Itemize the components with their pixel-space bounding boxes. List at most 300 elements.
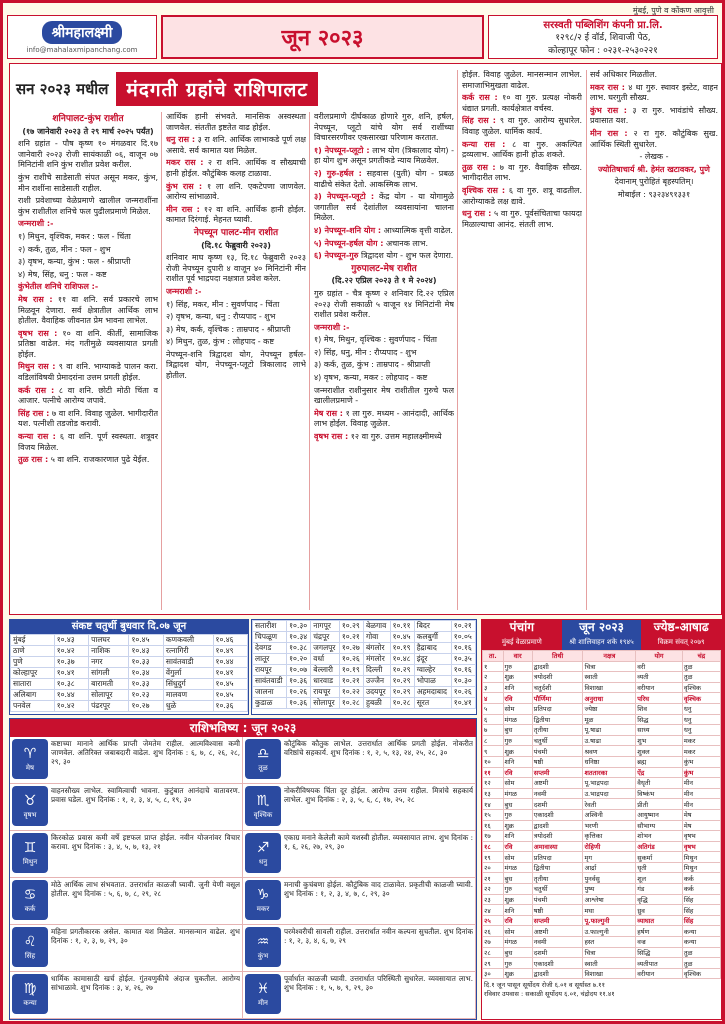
time-cell: बिदर [414, 621, 451, 632]
time-cell: अहमदाबाद [414, 687, 451, 698]
table-row [483, 703, 721, 714]
panchang-cell: दशमी [532, 947, 583, 958]
panchang-cell: अश्विनी [583, 809, 636, 820]
panchang-cell: साध्य [636, 725, 683, 736]
panchang-month-text: जून २०२३ [579, 620, 624, 634]
publisher-name: सरस्वती पब्लिशिंग कंपनी प्रा.लि. [543, 20, 663, 31]
time-cell: पनवेल [11, 701, 55, 712]
panchang-cell: शुभ [636, 735, 683, 746]
panchang-cell: सौभाग्य [636, 820, 683, 831]
time-cell: धारवाड [311, 676, 340, 687]
time-cell: अलिबाग [11, 690, 55, 701]
table-row [483, 778, 721, 789]
time-cell: १०.४४ [213, 657, 247, 668]
panchang-cell: एकादशी [532, 958, 583, 969]
brand-site: info@mahalaxmipanchang.com [26, 45, 138, 54]
table-row [483, 841, 721, 852]
time-cell: वर्धा [311, 654, 340, 665]
panchang-cell: १६ [483, 820, 504, 831]
rashi-label: मेष रास : [314, 408, 344, 418]
time-cell: १०.३५ [451, 654, 475, 665]
panchang-cell: बुध [503, 873, 532, 884]
rashi-item [10, 784, 243, 831]
rashi-label: धनु रास : [166, 135, 196, 145]
panchang-cell: वृद्धि [636, 894, 683, 905]
table-row [483, 693, 721, 704]
panchang-cell: पौर्णिमा [532, 693, 583, 704]
table-row [483, 661, 721, 672]
panchang-cell: चित्रा [583, 947, 636, 958]
time-cell: १०.२७ [339, 643, 363, 654]
table-header-row [483, 651, 721, 662]
list-item: ३) मेष, कर्क, वृश्चिक : ताम्रपाद - श्रीप्राप्ती [166, 324, 291, 334]
sub-heading: कुंभेतील शनिचे राशिफल :- [18, 282, 99, 292]
rashi-label: कर्क रास : [462, 93, 498, 103]
panchang-cell: सोम [503, 852, 532, 863]
panchang-cell: प्रीती [636, 799, 683, 810]
panchang-cell: श्रवण [583, 746, 636, 757]
time-cell: १०.४१ [54, 668, 88, 679]
time-cell: १०.२९ [390, 687, 414, 698]
panchang-cell: मकर [682, 735, 720, 746]
rashi-forecast: धार्मिक कामासाठी खर्च होईल. गुंतवणुकीचे अंदाज चुकतील. आरोग्य सांभाळावे. शुभ दिनांक : ३, ४, २६, २७ [51, 974, 240, 992]
paragraph: आर्थिक हानी संभवते. मानसिक अस्वस्थता जाणवेल. संततीत इष्टतेत वाढ होईल. [166, 112, 306, 132]
time-cell: १०.४१ [451, 698, 475, 709]
edition-note: मुंबई, पुणे व कोंकण आवृत्ती [632, 6, 714, 15]
section-heading: नेपच्यून पालट-मीन राशीत [193, 227, 279, 238]
yog-text: लाभ योग (त्रिकालाद योग) - हा योग शुभ असून प्रगतीकडे न्याय मिळवेल. [314, 145, 454, 166]
panchang-cell: तुळ [682, 661, 720, 672]
table-row [253, 643, 476, 654]
table-row [483, 725, 721, 736]
panchang-cell: ३ [483, 682, 504, 693]
paragraph: होईल. विवाह जुळेल. मानसन्मान लाभेल. समाजाभिमुखता वाढेल. [462, 70, 582, 90]
panchang-cell: बुध [503, 725, 532, 736]
time-cell: इंदूर [414, 654, 451, 665]
panchang-cell: प्रतिपदा [532, 703, 583, 714]
panchang-cell: १४ [483, 799, 504, 810]
rashi-label: मिथुन रास : [18, 362, 56, 372]
rashi-item [10, 831, 243, 878]
rashi-name: सिंह [24, 951, 36, 960]
panchang-cell: ९ [483, 746, 504, 757]
time-cell: १०.३० [287, 621, 311, 632]
table-row [483, 809, 721, 820]
rashi-name: मिथुन [22, 857, 38, 866]
panchang-cell: तृतीया [532, 725, 583, 736]
panchang-cell: अमावास्या [532, 841, 583, 852]
zodiac-icon: ♓ मीन [245, 974, 281, 1014]
panchang-cell: २ [483, 672, 504, 683]
panchang-cell: शिव [636, 703, 683, 714]
panchang-cell: व्याघात [636, 915, 683, 926]
time-cell: १०.२९ [390, 665, 414, 676]
panchang-cell: २६ [483, 926, 504, 937]
list-item: ४) मिथुन, तुळ, कुंभ : लोहपाद - कष्ट [166, 337, 274, 347]
rashi-grid [10, 737, 476, 1019]
rashi-text: ९ वा शनि. भाग्याकडे पालन करा. वडिलांविषयी प्रेमादरांना उत्तम प्रगती होईल. [18, 362, 158, 383]
janmarashi-label: जन्मराशी :- [314, 322, 350, 332]
rashi-name: वृषभ [23, 810, 37, 819]
time-cell: भोपाळ [414, 676, 451, 687]
time-cell: पंढरपूर [89, 701, 129, 712]
panchang-cell: मंगळ [503, 714, 532, 725]
panchang-cell: द्वादशी [532, 968, 583, 979]
table-row [483, 788, 721, 799]
paragraph: जन्मराशीत राशीनुसार मेष राशीतील गुरुचे फल खालीलप्रमाणे - [314, 385, 454, 406]
rashi-name: तूळ [258, 763, 268, 772]
rashi-item [243, 831, 476, 878]
rashi-item [243, 972, 476, 1019]
yog-label: २) गुरु-हर्षल : [314, 168, 362, 178]
time-cell: पुणे [11, 657, 55, 668]
yog-label: ३) नेपच्यून-प्लूटो : [314, 192, 375, 202]
time-cell: १०.०५ [451, 632, 475, 643]
article-column-3 [314, 112, 454, 612]
time-cell: १०.३६ [213, 701, 247, 712]
rashi-item [243, 925, 476, 972]
panchang-cell: वज्र [636, 937, 683, 948]
panchang-cell: धृती [636, 862, 683, 873]
time-cell: मंगलोर [363, 654, 390, 665]
column-header: वार [503, 651, 532, 662]
brand-logo [7, 15, 157, 59]
yog-label: १) नेपच्यून-प्लूटो : [314, 145, 370, 155]
article-column-4 [462, 70, 582, 612]
table-row [483, 714, 721, 725]
rashi-label: कर्क रास : [18, 385, 55, 395]
panchang-cell: मकर [682, 746, 720, 757]
panchang-cell: कन्या [682, 937, 720, 948]
table-row [253, 621, 476, 632]
panchang-cell: २० [483, 862, 504, 873]
time-cell: रायपूर [253, 665, 287, 676]
panchang-cell: २९ [483, 958, 504, 969]
time-cell: लातूर [253, 654, 287, 665]
panchang-cell: मीन [682, 788, 720, 799]
panchang-cell: धनु [682, 725, 720, 736]
rashi-text: ३ रा शनि. आर्थिक लाभाकडे पूर्ण लक्ष असावे. सर्व कामात यश मिळेल. [166, 135, 306, 155]
time-cell: नाशिक [89, 646, 129, 657]
rashi-name: कन्या [23, 998, 37, 1007]
rashi-label: सिंह रास : [462, 116, 496, 126]
panchang-cell: अतिगंड [636, 841, 683, 852]
panchang-cell: तुळ [682, 672, 720, 683]
time-cell: १०.४५ [213, 690, 247, 701]
sankashti-times [10, 634, 248, 712]
month-title: जून २०२३ [161, 15, 484, 59]
rashi-text: १ ला शनि. एकटेपणा जाणवेल. आरोग्य सांभाळावे. [166, 181, 306, 202]
panchang-cell: मृग [583, 852, 636, 863]
panchang-cell: सिंह [682, 905, 720, 916]
panchang-cell: त्रयोदशी [532, 672, 583, 683]
table-row [11, 690, 248, 701]
paragraph: नेपच्यून-शनि त्रिद्वादश योग, नेपच्यून हर्षल-त्रिद्वादश योग, नेपच्यून-प्लूटो त्रिकालाद लाभे होतील. [166, 349, 306, 381]
time-cell: १०.२८ [390, 698, 414, 709]
zodiac-icon: ♏ वृश्चिक [245, 786, 281, 826]
yog-text: त्रिद्वादश योग - शुभ फल देणारा. [361, 251, 454, 261]
table-row [483, 873, 721, 884]
panchang-cell: शनि [503, 905, 532, 916]
table-row [483, 884, 721, 895]
panchang-cell: भरणी [583, 820, 636, 831]
time-cell: चंद्रपूर [311, 632, 340, 643]
time-cell: १०.२८ [339, 698, 363, 709]
rashi-label: तुळ रास : [462, 162, 496, 172]
panchang-cell: चतुर्थी [532, 884, 583, 895]
panchang-cell: वैधृती [636, 778, 683, 789]
table-row [11, 668, 248, 679]
table-row [253, 687, 476, 698]
time-cell: मालवण [163, 690, 213, 701]
rashi-name: कुंभ [257, 951, 269, 960]
zodiac-icon: ♉ वृषभ [12, 786, 48, 826]
panchang-cell: रवि [503, 693, 532, 704]
table-row [253, 665, 476, 676]
header [7, 15, 718, 59]
panchang-cell: शूल [636, 873, 683, 884]
rashi-label: वृषभ रास : [314, 432, 349, 442]
paragraph: राशी प्रवेशाच्या वेळेप्रमाणे खालील जन्मराशींना कुंभ राशीतील शनिचे फल पुढीलप्रमाणे मिळेल. [18, 196, 158, 216]
panchang-cell: व्यती [636, 672, 683, 683]
zodiac-icon: ♍ कन्या [12, 974, 48, 1014]
panchang-cell: रोहिणी [583, 841, 636, 852]
panchang-cell: पंचमी [532, 746, 583, 757]
panchang [481, 619, 722, 1020]
list-item: ३) वृषभ, कन्या, कुंभ : फल - श्रीप्राप्ती [18, 257, 131, 267]
yog-label: ६) नेपच्यून-गुरु [314, 251, 359, 261]
panchang-cell: ४ [483, 693, 504, 704]
rashi-item [10, 925, 243, 972]
panchang-cell: सिद्धि [636, 947, 683, 958]
rashi-item [243, 878, 476, 925]
panchang-cell: शोभन [636, 831, 683, 842]
rashi-text: २ रा शनि. आर्थिक व सौख्याची हानी होईल. कौटुंबिक कलह टाळावा. [166, 158, 306, 178]
panchang-cell: उ.षाढा [583, 735, 636, 746]
table-row [483, 831, 721, 842]
panchang-cell: शुक्र [503, 672, 532, 683]
rashi-item [243, 784, 476, 831]
table-row [483, 852, 721, 863]
panchang-title-text: पंचांग [509, 620, 534, 634]
rashi-title: राशिभविष्य : जून २०२३ [10, 719, 476, 737]
rashi-text: ७ वा शनि. विवाह जुळेल. भागीदारीत यश. पत्नीशी तडजोड करावी. [18, 408, 158, 429]
panchang-cell: परिघ [636, 693, 683, 704]
rashi-text: १२ वा शनि. आर्थिक हानी होईल. कामात दिरंगाई. मेहनत घ्यावी. [166, 204, 306, 225]
rashi-text: ५ वा शनि. राजकारणात पुढे येईल. [50, 455, 150, 465]
table-row [483, 799, 721, 810]
rashi-forecast: पूर्वार्धात काळजी घ्यावी. उत्तरार्धात परिस्थिती सुधारेल. व्यवसायात लाभ. शुभ दिनांक : १, ५, ७, ९, २९, ३० [284, 974, 473, 992]
zodiac-icon: ♌ सिंह [12, 927, 48, 967]
time-cell: १०.१९ [390, 643, 414, 654]
panchang-cell: षष्ठी [532, 905, 583, 916]
table-row [11, 657, 248, 668]
time-cell: नागपूर [311, 621, 340, 632]
rashi-forecast: नोकरीविषयक चिंता दूर होईल. आरोग्य उत्तम राहील. मित्रांचे सहकार्य लाभेल. शुभ दिनांक : २, ३, ५, ६, ८, १७, २५, २८ [284, 786, 473, 804]
divider [309, 112, 310, 610]
paragraph: शनि ग्रहांत - पौष कृष्ण १० मंगळवार दि.१७ जानेवारी २०२३ रोजी सायंकाळी ०६, वाजून ०७ मिनिटांनी शनि कुंभ राशीत प्रवेश करील. [18, 139, 158, 170]
time-cell: ग्वाल्हेर [414, 665, 451, 676]
panchang-cell: उ.भाद्रपदा [583, 788, 636, 799]
panchang-cell: रवि [503, 841, 532, 852]
panchang-cell: पंचमी [532, 894, 583, 905]
rashi-label: कुंभ रास : [590, 105, 627, 115]
rashi-name: कर्क [24, 904, 36, 913]
time-cell: १०.४१ [213, 668, 247, 679]
time-cell: १०.२३ [129, 690, 163, 701]
panchang-cell: २२ [483, 884, 504, 895]
time-cell: रत्नागिरी [163, 646, 213, 657]
panchang-cell: शुक्र [503, 968, 532, 979]
list-item: ३) कर्क, तुळ, कुंभ : ताम्रपाद - श्रीप्राप्ती [314, 360, 431, 370]
time-cell: मुंबई [11, 635, 55, 646]
panchang-cell: २१ [483, 873, 504, 884]
janmarashi-label: जन्मराशी :- [18, 219, 54, 229]
panchang-cell: शुक्ल [636, 746, 683, 757]
time-cell: हैद्राबाद [414, 643, 451, 654]
panchang-cell: शुक्र [503, 820, 532, 831]
yog-text: सहवास (युती) योग - प्रबळ वाढीचे संकेत देतो. आकस्मिक लाभ. [314, 168, 454, 189]
panchang-cell: पुष्य [583, 884, 636, 895]
time-cell: सावंतवाडी [163, 657, 213, 668]
time-cell: बारामती [89, 679, 129, 690]
time-cell: जगलपूर [311, 643, 340, 654]
time-cell: १०.२२ [339, 687, 363, 698]
panchang-cell: आर्द्रा [583, 862, 636, 873]
panchang-cell: गंड [636, 884, 683, 895]
rashi-label: मकर रास : [166, 158, 204, 168]
time-cell: १०.२१ [339, 632, 363, 643]
panchang-cell: चतुर्दशी [532, 682, 583, 693]
section-subheading: (दि.१८ फेब्रुवारी २०२३) [201, 240, 271, 250]
panchang-cell: रवि [503, 767, 532, 778]
zodiac-icon: ♎ तूळ [245, 739, 281, 779]
time-cell: कुडाळ [253, 698, 287, 709]
divider [457, 70, 458, 610]
rashi-text: ३ रा गुरु. भावंडांचे सौख्य. प्रवासात यश. [590, 105, 718, 126]
table-row [483, 735, 721, 746]
time-cell: नगर [89, 657, 129, 668]
time-cell: पालघर [89, 635, 129, 646]
panchang-cell: मिथुन [682, 852, 720, 863]
panchang-cell: ३० [483, 968, 504, 979]
section-subheading: (दि.२२ एप्रिल २०२३ ते १ मे २०२४) [331, 276, 437, 286]
yog-text: अचानक लाभ. [385, 238, 429, 248]
list-item: ४) वृषभ, कन्या, मकर : लोहपाद - कष्ट [314, 373, 428, 383]
panchang-cell: कर्क [682, 873, 720, 884]
rashi-label: तुळ रास : [18, 455, 49, 465]
table-row [253, 676, 476, 687]
panchang-cell: २७ [483, 937, 504, 948]
panchang-cell: अनुराधा [583, 693, 636, 704]
panchang-cell: १३ [483, 788, 504, 799]
panchang-footer [482, 979, 721, 1000]
panchang-cell: कन्या [682, 926, 720, 937]
rashi-text: १० वा शनि. कीर्ती, सामाजिक प्रतिष्ठा वाढेल. मंद गतीमुळे व्यवसायात प्रगती होईल. [18, 328, 158, 359]
table-row [483, 905, 721, 916]
city-times [252, 620, 476, 709]
panchang-cell: वृश्चिक [682, 968, 720, 979]
panchang-cell: सोम [503, 778, 532, 789]
time-cell: सांगली [89, 668, 129, 679]
time-cell: १०.४८ [390, 654, 414, 665]
author-name: ज्योतिषाचार्य श्री. हेमंत खटावकर, पुणे [598, 164, 710, 174]
table-row [11, 635, 248, 646]
rashi-label: मीन रास : [166, 204, 200, 214]
rashi-forecast: परमेश्वरीची सावली राहील. उत्तरार्धात नवीन कल्पना सुचतील. शुभ दिनांक : १, २, ३, ४, ६, ७, २९ [284, 927, 473, 945]
table-row [483, 958, 721, 969]
time-cell: गोवा [363, 632, 390, 643]
time-cell: १०.४५ [129, 635, 163, 646]
time-cell: सातारा [11, 679, 55, 690]
time-cell: चिपळूण [253, 632, 287, 643]
section-subheading: (१७ जानेवारी २०२३ ते २९ मार्च २०२५ पर्यंत) [22, 126, 154, 136]
time-cell: १०.१६ [451, 665, 475, 676]
panchang-cell: १० [483, 756, 504, 767]
panchang-cell: ऐंद्र [636, 767, 683, 778]
paragraph: गुरु ग्रहांत - चैत्र कृष्ण २ शनिवार दि.२२ एप्रिल २०२३ रोजी सकाळी ५ वाजून १४ मिनिटांनी मेष राशीत प्रवेश करील. [314, 288, 454, 320]
panchang-cell: सोम [503, 926, 532, 937]
panchang-cell: मंगळ [503, 937, 532, 948]
zodiac-icon: ♈ मेष [12, 739, 48, 779]
article-column-1 [18, 112, 158, 612]
panchang-cell: १२ [483, 778, 504, 789]
panchang-shake: श्री शालिवाहन शके १९४५ [569, 638, 634, 646]
panchang-month [562, 620, 642, 650]
publisher-box [488, 15, 718, 59]
time-cell: १०.४२ [54, 646, 88, 657]
time-cell: बंगलोर [363, 643, 390, 654]
zodiac-icon: ♋ कर्क [12, 880, 48, 920]
table-row [11, 646, 248, 657]
panchang-cell: स्वाती [583, 958, 636, 969]
panchang-cell: आश्लेषा [583, 894, 636, 905]
panchang-cell: ७ [483, 725, 504, 736]
panchang-cell: पू.षाढा [583, 725, 636, 736]
table-row [253, 698, 476, 709]
panchang-cell: १५ [483, 809, 504, 820]
panchang-cell: पू.फाल्गुनी [583, 915, 636, 926]
table-row [483, 894, 721, 905]
panchang-cell: बुध [503, 947, 532, 958]
table-row [483, 767, 721, 778]
panchang-cell: नवमी [532, 788, 583, 799]
time-cell: १०.२१ [339, 676, 363, 687]
janmarashi-label: जन्मराशी :- [166, 286, 202, 296]
panchang-cell: २५ [483, 915, 504, 926]
rashi-label: वृश्चिक रास : [462, 185, 506, 195]
rashi-text: ७ वा गुरु. वैवाहिक सौख्य. भागीदारीत लाभ. [462, 162, 582, 183]
time-cell: १०.२६ [287, 687, 311, 698]
table-row [483, 756, 721, 767]
rashi-text: ८ वा गुरु. अकल्पित द्रव्यलाभ. आर्थिक हानी होऊ शकते. [462, 139, 582, 160]
time-cell: कणकवली [163, 635, 213, 646]
panchang-cell: मंगळ [503, 788, 532, 799]
panchang-cell: ६ [483, 714, 504, 725]
yog-label: ५) नेपच्यून-हर्षल योग : [314, 238, 384, 248]
panchang-title [482, 620, 562, 650]
panchang-cell: शुक्र [503, 894, 532, 905]
time-cell: १०.३७ [54, 657, 88, 668]
panchang-cell: १८ [483, 841, 504, 852]
rashi-label: मीन रास : [590, 128, 628, 138]
list-item: २) कर्क, तुळ, मीन : फल - शुभ [18, 244, 111, 254]
time-cell: सतारीश [253, 621, 287, 632]
time-cell: १०.४५ [213, 679, 247, 690]
yog-text: केंद्र योग - या योगामुळे जगातील सर्व देशांतील व्यवसायांना चालना मिळेल. [314, 192, 454, 223]
time-cell: १०.४२ [54, 701, 88, 712]
time-cell: १०.२१ [451, 621, 475, 632]
